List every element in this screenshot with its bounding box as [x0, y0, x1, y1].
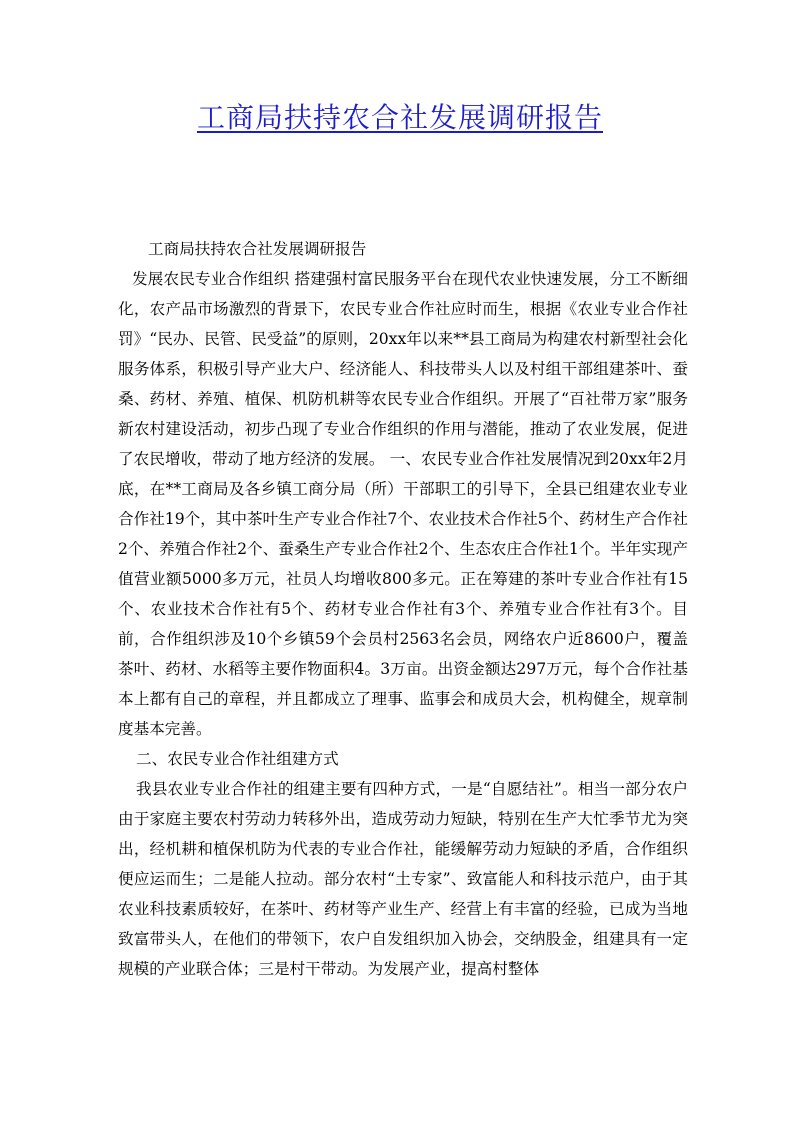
document-title[interactable]: 工商局扶持农合社发展调研报告: [196, 101, 603, 134]
document-body: [118, 234, 688, 984]
section-heading-2: 二、农民专业合作社组建方式: [136, 750, 339, 768]
document-subtitle: 工商局扶持农合社发展调研报告: [148, 240, 367, 258]
paragraph-1: 发展农民专业合作组织 搭建强村富民服务平台在现代农业快速发展，分工不断细化，农产品市场激烈的背景下，农民专业合作社应时而生，根据《农业专业合作社罚》“民办、民管、民受益”的原则，20xx年以来**县工商局为构建农村新型社会化服务体系，积极引导产业大户、经济能人、科技带头人以及村组干部组建茶叶、蚕桑、药材、养殖、植保、机防机耕等农民专业合作组织。开展了“百社带万家”服务新农村建设活动，初步凸现了专业合作组织的作用与潜能，推动了农业发展，促进了农民增收，带动了地方经济的发展。 一、农民专业合作社发展情况到20xx年2月底，在**工商局及各乡镇工商分局（所）干部职工的引导下，全县已组建农业专业合作社19个，其中茶叶生产专业合作社7个、农业技术合作社5个、药材生产合作社2个、养殖合作社2个、蚕桑生产专业合作社2个、生态农庄合作社1个。半年实现产值营业额5000多万元，社员人均增收800多元。正在筹建的茶叶专业合作社有15个、农业技术合作社有5个、药材专业合作社有3个、养殖专业合作社有3个。目前，合作组织涉及10个乡镇59个会员村2563名会员，网络农户近8600户，覆盖茶叶、药材、水稻等主要作物面积4。3万亩。出资金额达297万元，每个合作社基本上都有自己的章程，并且都成立了理事、监事会和成员大会，机构健全，规章制度基本完善。: [118, 270, 688, 738]
paragraph-2: 我县农业专业合作社的组建主要有四种方式，一是“自愿结社”。相当一部分农户由于家庭主要农村劳动力转移外出，造成劳动力短缺，特别在生产大忙季节尤为突出，经机耕和植保机防为代表的专业合作社，能缓解劳动力短缺的矛盾，合作组织便应运而生；二是能人拉动。部分农村“土专家”、致富能人和科技示范户，由于其农业科技素质较好，在茶叶、药材等产业生产、经营上有丰富的经验，已成为当地致富带头人，在他们的带领下，农户自发组织加入协会，交纳股金，组建具有一定规模的产业联合体；三是村干带动。为发展产业，提高村整体: [118, 780, 688, 978]
